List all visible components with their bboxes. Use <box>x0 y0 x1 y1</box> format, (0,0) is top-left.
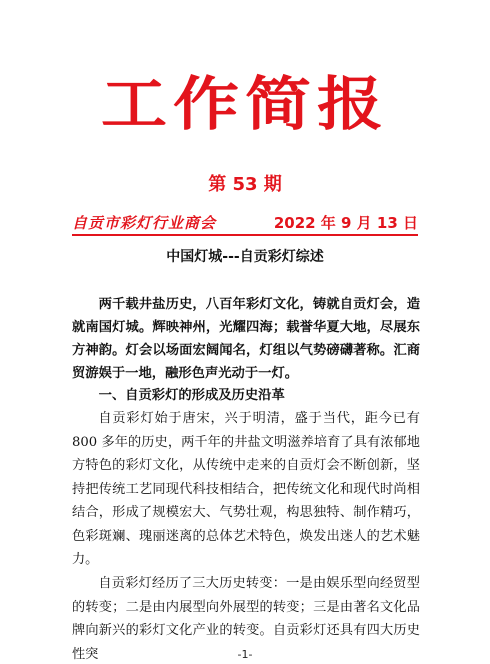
publish-date: 2022 年 9 月 13 日 <box>273 214 418 232</box>
body-paragraph: 自贡彩灯经历了三大历史转变：一是由娱乐型向经贸型的转变；二是由内展型向外展型的转变；三是由著名文化品牌向新兴的彩灯文化产业的转变。自贡彩灯还具有四大历史性突 <box>72 576 420 662</box>
page-number: -1- <box>237 648 253 661</box>
body-paragraph: 自贡彩灯始于唐宋，兴于明清，盛于当代，距今已有 800 多年的历史，两千年的井盐文明滋养培育了具有浓郁地方特色的彩灯文化，从传统中走来的自贡灯会不断创新，坚持把传统工艺同现代科技相结合，把传统文化和现代时尚相结合，形成了规模宏大、气势壮观，构思独特、制作精巧，色彩斑斓、瑰丽迷离的总体艺术特色，焕发出迷人的艺术魅力。 <box>72 411 420 567</box>
header-divider <box>72 234 418 236</box>
section-heading: 一、自贡彩灯的形成及历史沿革 <box>98 388 285 403</box>
issue-number: 第 53 期 <box>208 174 282 195</box>
article-title: 中国灯城---自贡彩灯综述 <box>166 249 324 265</box>
lead-paragraph: 两千载井盐历史，八百年彩灯文化，铸就自贡灯会，造就南国灯城。辉映神州，光耀四海；载誉华夏大地，尽展东方神韵。灯会以场面宏阔闻名，灯组以气势磅礴著称。汇商贸游娱于一地，融形色声光动于一灯。 <box>72 297 420 381</box>
masthead-title: 工作简报 <box>101 69 389 139</box>
publisher-row <box>72 212 418 233</box>
publisher-name: 自贡市彩灯行业商会 <box>72 214 217 232</box>
